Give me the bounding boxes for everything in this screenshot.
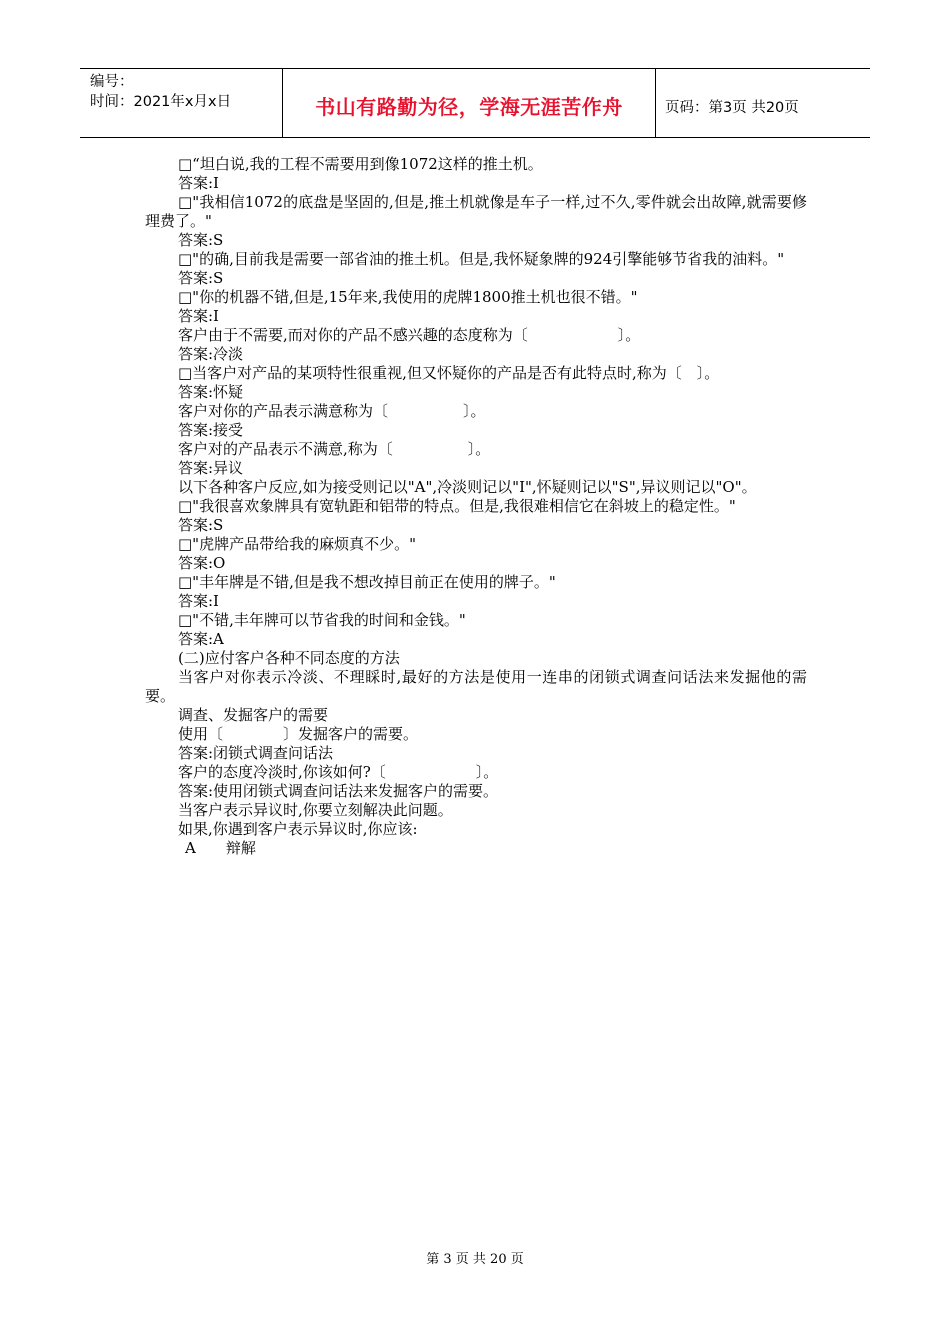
paragraph: 客户对的产品表示不满意,称为〔 〕。 [178,440,491,458]
answer-line: 答案:接受 [178,421,244,439]
paragraph: □"不错,丰年牌可以节省我的时间和金钱。" [178,611,466,629]
paragraph: 调查、发掘客户的需要 [178,706,329,724]
paragraph: 客户对你的产品表示满意称为〔 〕。 [178,402,486,420]
date-label: 时间：2021年x月x日 [90,94,232,110]
paragraph: □"你的机器不错,但是,15年来,我使用的虎牌1800推土机也很不错。" [178,288,638,306]
paragraph: □当客户对产品的某项特性很重视,但又怀疑你的产品是否有此特点时,称为〔 〕。 [178,364,720,382]
paragraph: 使用〔 〕发掘客户的需要。 [178,725,419,743]
answer-line: 答案:S [178,269,224,287]
header-divider [655,69,656,137]
header-motto: 书山有路勤为径，学海无涯苦作舟 [315,94,623,119]
answer-line: 答案:闭锁式调查问话法 [178,744,334,762]
header-page-info: 页码：第3页 共20页 [665,100,799,116]
answer-line: 答案:怀疑 [178,383,244,401]
document-body [145,155,807,858]
option-a: A 辩解 [185,839,256,857]
answer-line: 答案:S [178,516,224,534]
answer-line: 答案:异议 [178,459,244,477]
paragraph: 如果,你遇到客户表示异议时,你应该: [178,820,418,838]
section-heading: (二)应付客户各种不同态度的方法 [178,649,400,667]
answer-line: 答案:冷淡 [178,345,244,363]
paragraph: 客户由于不需要,而对你的产品不感兴趣的态度称为〔 〕。 [178,326,641,344]
paragraph: 当客户对你表示冷淡、不理睬时,最好的方法是使用一连串的闭锁式调查问话法来发掘他的需要。 [145,668,807,705]
paragraph: □"我很喜欢象牌具有宽轨距和铝带的特点。但是,我很难相信它在斜坡上的稳定性。" [178,497,736,515]
answer-line: 答案:I [178,307,219,325]
paragraph: 以下各种客户反应,如为接受则记以"A",冷淡则记以"I",怀疑则记以"S",异议则记以"O"。 [178,478,757,496]
answer-line: 答案:O [178,554,226,572]
paragraph: 当客户表示异议时,你要立刻解决此问题。 [178,801,453,819]
paragraph: □"虎牌产品带给我的麻烦真不少。" [178,535,416,553]
doc-number-label: 编号： [90,74,134,90]
answer-line: 答案:A [178,630,224,648]
answer-line: 答案:I [178,174,219,192]
paragraph: □"丰年牌是不错,但是我不想改掉目前正在使用的牌子。" [178,573,556,591]
answer-line: 答案:I [178,592,219,610]
paragraph: □“坦白说,我的工程不需要用到像1072这样的推土机。 [178,155,543,173]
paragraph: □"的确,目前我是需要一部省油的推土机。但是,我怀疑象牌的924引擎能够节省我的油料。" [178,250,785,268]
paragraph: 客户的态度冷淡时,你该如何?〔 〕。 [178,763,499,781]
answer-line: 答案:使用闭锁式调查问话法来发掘客户的需要。 [178,782,499,800]
header-meta [80,69,282,137]
page-header [80,68,870,138]
answer-line: 答案:S [178,231,224,249]
paragraph: □"我相信1072的底盘是坚固的,但是,推土机就像是车子一样,过不久,零件就会出故障,就需要修理费了。" [145,193,807,230]
page-footer: 第 3 页 共 20 页 [426,1252,524,1267]
